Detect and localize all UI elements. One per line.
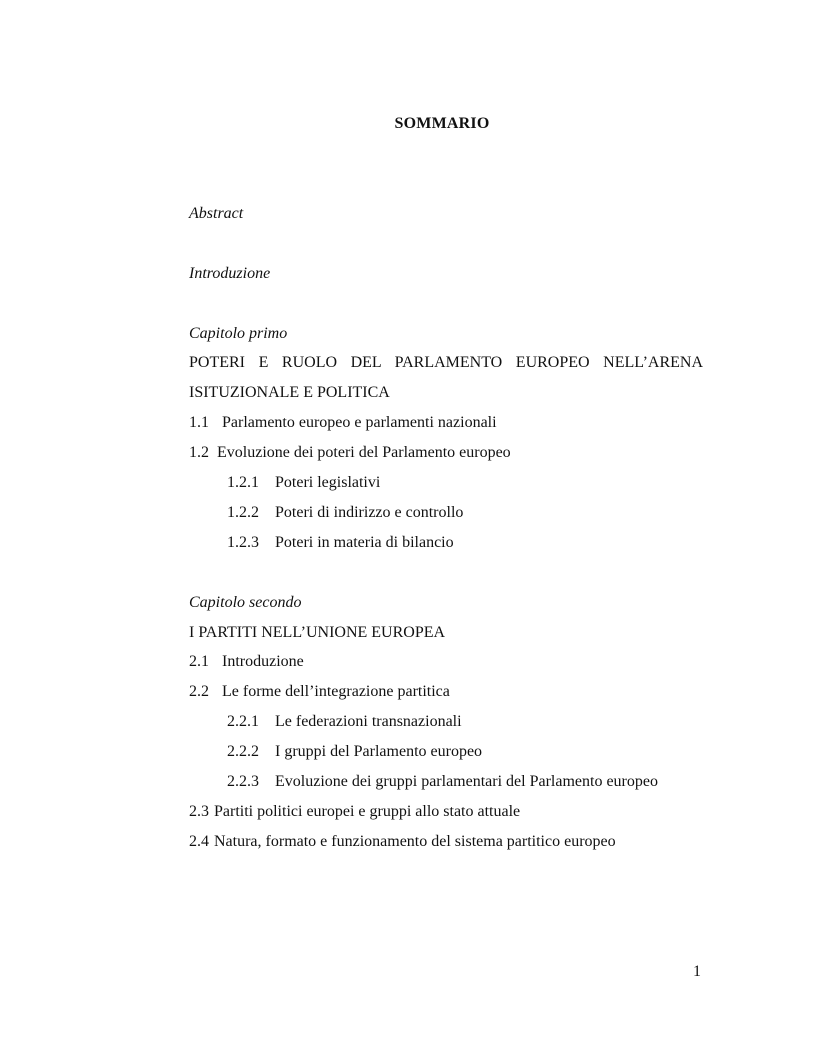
toc-section-2-4 (189, 832, 616, 852)
subsection-title: I gruppi del Parlamento europeo (275, 743, 483, 760)
toc-section-2-3 (189, 802, 520, 822)
section-title: Natura, formato e funzionamento del sistema partitico europeo (214, 833, 616, 850)
subsection-number: 2.2.2 (227, 743, 259, 760)
toc-abstract: Abstract (189, 205, 244, 222)
section-title: Parlamento europeo e parlamenti nazionali (222, 414, 497, 431)
section-title: Partiti politici europei e gruppi allo stato attuale (214, 803, 521, 820)
section-number: 1.2 (189, 444, 209, 461)
subsection-number: 2.2.1 (227, 713, 259, 730)
subsection-title: Evoluzione dei gruppi parlamentari del Parlamento europeo (275, 773, 658, 790)
toc-section-2-2 (189, 682, 450, 702)
page-title: SOMMARIO (394, 115, 490, 132)
section-number: 1.1 (189, 414, 209, 431)
section-title: Evoluzione dei poteri del Parlamento europeo (217, 444, 511, 461)
subsection-title: Le federazioni transnazionali (275, 713, 462, 730)
subsection-title: Poteri di indirizzo e controllo (275, 504, 464, 521)
subsection-title: Poteri in materia di bilancio (275, 534, 454, 551)
subsection-number: 1.2.3 (227, 534, 259, 551)
section-title: Introduzione (222, 653, 304, 670)
section-number: 2.2 (189, 683, 209, 700)
toc-subsection-1-2-2 (227, 503, 463, 523)
toc-section-1-2 (189, 443, 511, 463)
toc-subsection-2-2-1 (227, 712, 462, 732)
section-number: 2.4 (189, 833, 209, 850)
chapter2-label: Capitolo secondo (189, 594, 302, 611)
subsection-number: 1.2.2 (227, 504, 259, 521)
page-number: 1 (693, 963, 701, 980)
toc-introduction: Introduzione (189, 265, 271, 282)
toc-section-2-1 (189, 652, 304, 672)
section-title: Le forme dell’integrazione partitica (222, 683, 450, 700)
chapter1-label: Capitolo primo (189, 325, 288, 342)
toc-section-1-1 (189, 413, 497, 433)
chapter1-heading-line1: POTERI E RUOLO DEL PARLAMENTO EUROPEO NELL’ARENA (189, 354, 703, 371)
subsection-number: 1.2.1 (227, 474, 259, 491)
toc-subsection-2-2-2 (227, 742, 482, 762)
subsection-title: Poteri legislativi (275, 474, 381, 491)
subsection-number: 2.2.3 (227, 773, 259, 790)
toc-subsection-1-2-3 (227, 533, 454, 553)
toc-subsection-1-2-1 (227, 473, 380, 493)
toc-subsection-2-2-3 (227, 772, 658, 792)
chapter2-heading: I PARTITI NELL’UNIONE EUROPEA (189, 624, 446, 641)
section-number: 2.1 (189, 653, 209, 670)
chapter1-heading-line2: ISITUZIONALE E POLITICA (189, 384, 390, 401)
section-number: 2.3 (189, 803, 209, 820)
